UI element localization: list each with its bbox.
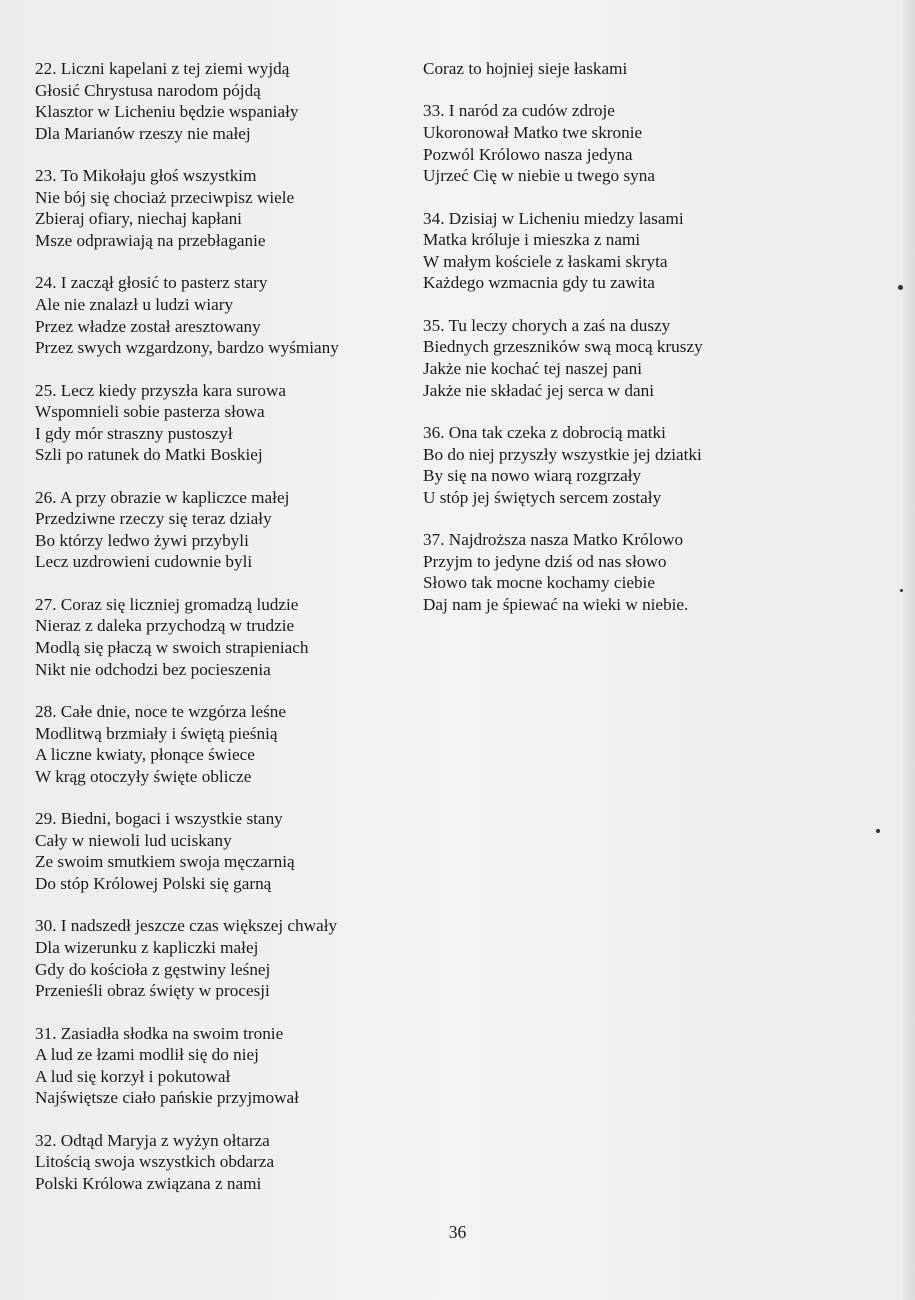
verse-line: I gdy mór straszny pustoszył bbox=[35, 423, 233, 443]
stanza bbox=[35, 165, 405, 251]
verse-line: 33. I naród za cudów zdroje bbox=[423, 101, 615, 121]
scan-speck bbox=[898, 285, 903, 290]
verse-line: Najświętsze ciało pańskie przyjmował bbox=[35, 1088, 299, 1108]
verse-line: 27. Coraz się liczniej gromadzą ludzie bbox=[35, 594, 299, 614]
stanza bbox=[423, 422, 723, 508]
verse-line: Cały w niewoli lud uciskany bbox=[35, 830, 232, 850]
verse-line: Przez władze został aresztowany bbox=[35, 316, 261, 336]
stanza bbox=[35, 1130, 405, 1195]
verse-line: Msze odprawiają na przebłaganie bbox=[35, 230, 266, 250]
verse-line: Każdego wzmacnia gdy tu zawita bbox=[423, 273, 655, 293]
verse-line: 22. Liczni kapelani z tej ziemi wyjdą bbox=[35, 59, 290, 78]
verse-line: Przyjm to jedyne dziś od nas słowo bbox=[423, 551, 667, 571]
verse-line: Matka króluje i mieszka z nami bbox=[423, 230, 641, 250]
page-edge bbox=[903, 0, 915, 1300]
verse-line: Modlą się płaczą w swoich strapieniach bbox=[35, 638, 309, 658]
verse-line: Coraz to hojniej sieje łaskami bbox=[423, 59, 628, 78]
verse-line: 37. Najdroższa nasza Matko Królowo bbox=[423, 530, 684, 550]
stanza bbox=[35, 808, 405, 894]
verse-line: Głosić Chrystusa narodom pójdą bbox=[35, 80, 261, 100]
verse-line: A lud się korzył i pokutował bbox=[35, 1066, 231, 1086]
verse-line: Nieraz z daleka przychodzą w trudzie bbox=[35, 616, 295, 636]
verse-line: 36. Ona tak czeka z dobrocią matki bbox=[423, 422, 666, 442]
verse-line: A liczne kwiaty, płonące świece bbox=[35, 745, 255, 765]
stanza bbox=[423, 100, 723, 186]
verse-line: 34. Dzisiaj w Licheniu miedzy lasami bbox=[423, 208, 684, 228]
stanza bbox=[35, 58, 405, 144]
verse-line: Pozwól Królowo nasza jedyna bbox=[423, 144, 633, 164]
stanza bbox=[423, 208, 723, 294]
verse-line: Nikt nie odchodzi bez pocieszenia bbox=[35, 659, 271, 679]
verse-line: Bo którzy ledwo żywi przybyli bbox=[35, 530, 249, 550]
verse-line: W krąg otoczyły święte oblicze bbox=[35, 766, 252, 786]
stanza bbox=[35, 915, 405, 1001]
stanza bbox=[423, 58, 723, 80]
verse-line: Modlitwą brzmiały i świętą pieśnią bbox=[35, 723, 278, 743]
verse-line: Słowo tak mocne kochamy ciebie bbox=[423, 573, 655, 593]
verse-line: U stóp jej świętych sercem zostały bbox=[423, 487, 662, 507]
stanza bbox=[35, 487, 405, 573]
verse-line: 35. Tu leczy chorych a zaś na duszy bbox=[423, 315, 671, 335]
verse-line: Ukoronował Matko twe skronie bbox=[423, 122, 643, 142]
verse-line: Litością swoja wszystkich obdarza bbox=[35, 1152, 275, 1172]
stanza bbox=[423, 529, 723, 615]
scan-speck bbox=[876, 829, 880, 833]
verse-line: Dla wizerunku z kapliczki małej bbox=[35, 937, 259, 957]
verse-line: Ale nie znalazł u ludzi wiary bbox=[35, 294, 234, 314]
verse-line: Ujrzeć Cię w niebie u twego syna bbox=[423, 166, 655, 186]
verse-line: Lecz uzdrowieni cudownie byli bbox=[35, 552, 253, 572]
stanza bbox=[35, 594, 405, 680]
verse-line: Daj nam je śpiewać na wieki w niebie. bbox=[423, 594, 689, 614]
verse-line: 29. Biedni, bogaci i wszystkie stany bbox=[35, 809, 283, 829]
verse-line: Przez swych wzgardzony, bardzo wyśmiany bbox=[35, 338, 339, 358]
verse-line: Biednych grzeszników swą mocą kruszy bbox=[423, 337, 703, 357]
scan-speck bbox=[900, 589, 903, 592]
verse-line: Przedziwne rzeczy się teraz działy bbox=[35, 509, 272, 529]
verse-line: Wspomnieli sobie pasterza słowa bbox=[35, 402, 265, 422]
verse-line: Nie bój się chociaż przeciwpisz wiele bbox=[35, 187, 295, 207]
verse-line: 32. Odtąd Maryja z wyżyn ołtarza bbox=[35, 1130, 270, 1150]
verse-line: 24. I zaczął głosić to pasterz stary bbox=[35, 273, 268, 293]
verse-line: Jakże nie kochać tej naszej pani bbox=[423, 358, 643, 378]
verse-line: Gdy do kościoła z gęstwiny leśnej bbox=[35, 959, 271, 979]
verse-line: 30. I nadszedł jeszcze czas większej chwały bbox=[35, 916, 338, 936]
verse-line: 31. Zasiadła słodka na swoim tronie bbox=[35, 1023, 284, 1043]
page-number: 36 bbox=[448, 1222, 467, 1242]
verse-line: Jakże nie składać jej serca w dani bbox=[423, 380, 654, 400]
verse-line: 25. Lecz kiedy przyszła kara surowa bbox=[35, 380, 287, 400]
verse-line: Klasztor w Licheniu będzie wspaniały bbox=[35, 102, 299, 122]
verse-line: 28. Całe dnie, noce te wzgórza leśne bbox=[35, 702, 287, 722]
stanza bbox=[35, 272, 405, 358]
verse-line: Przenieśli obraz święty w procesji bbox=[35, 981, 270, 1001]
verse-line: Szli po ratunek do Matki Boskiej bbox=[35, 445, 263, 465]
right-column bbox=[423, 58, 723, 636]
stanza bbox=[35, 1023, 405, 1109]
stanza bbox=[35, 380, 405, 466]
verse-line: By się na nowo wiarą rozgrzały bbox=[423, 466, 642, 486]
stanza bbox=[423, 315, 723, 401]
verse-line: Bo do niej przyszły wszystkie jej dziatki bbox=[423, 444, 702, 464]
verse-line: Do stóp Królowej Polski się garną bbox=[35, 873, 272, 893]
verse-line: 23. To Mikołaju głoś wszystkim bbox=[35, 166, 257, 186]
verse-line: Ze swoim smutkiem swoja męczarnią bbox=[35, 852, 295, 872]
left-column bbox=[35, 58, 405, 1215]
stanza bbox=[35, 701, 405, 787]
verse-line: Dla Marianów rzeszy nie małej bbox=[35, 123, 251, 143]
verse-line: A lud ze łzami modlił się do niej bbox=[35, 1045, 259, 1065]
verse-line: Polski Królowa związana z nami bbox=[35, 1173, 262, 1193]
verse-line: 26. A przy obrazie w kapliczce małej bbox=[35, 487, 290, 507]
verse-line: Zbieraj ofiary, niechaj kapłani bbox=[35, 209, 242, 229]
verse-line: W małym kościele z łaskami skryta bbox=[423, 251, 668, 271]
